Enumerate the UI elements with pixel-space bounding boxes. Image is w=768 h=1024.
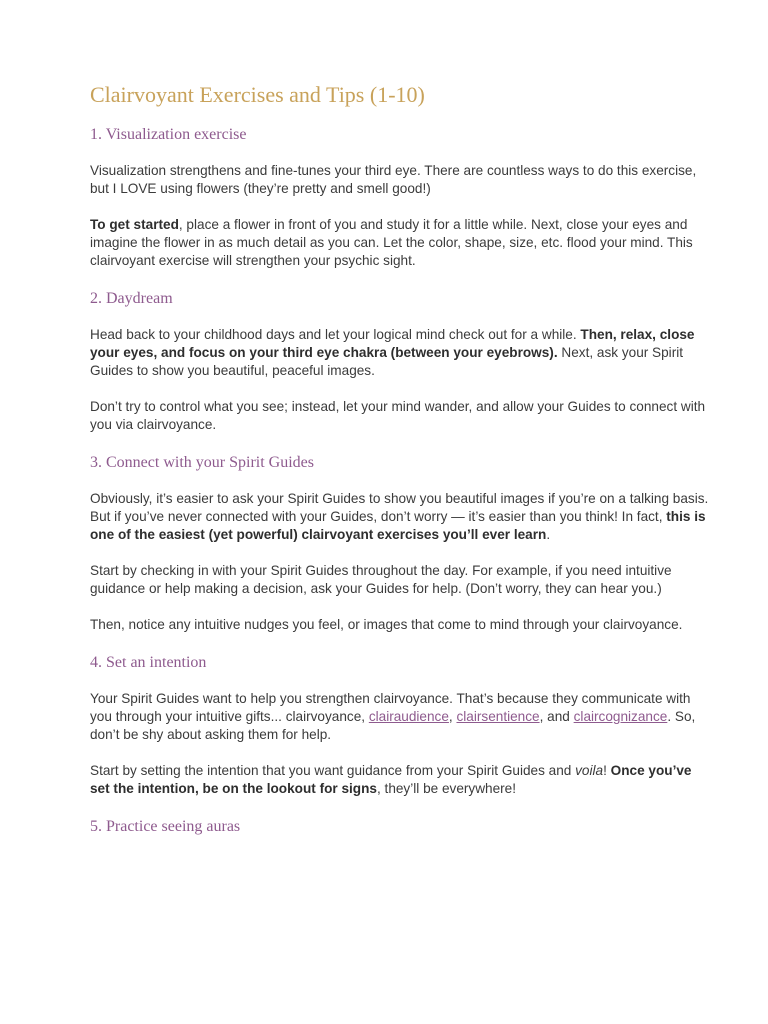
claircognizance-link[interactable]: claircognizance: [573, 709, 668, 724]
section-3-text-start: Obviously, it’s easier to ask your Spirit Guides to show you beautiful images if you’re on a talking basis. But if you’ve never connected with your Guides, don’t worry — it’s easier than you think! In fact,: [90, 491, 709, 524]
section-heading-visualization: 1. Visualization exercise: [90, 126, 247, 143]
section-2-text-end: Next, ask your Spirit Guides to show you beautiful, peaceful images.: [90, 345, 684, 378]
section-4-text-end: . So, don’t be shy about asking them for help.: [90, 709, 696, 742]
section-2-bold-text: Then, relax, close your eyes, and focus on your third eye chakra (between your eyebrows).: [90, 327, 695, 360]
section-4-p2-start: Start by setting the intention that you want guidance from your Spirit Guides and: [90, 763, 576, 778]
section-4-p2-mid: !: [603, 763, 611, 778]
section-3-paragraph-3: Then, notice any intuitive nudges you feel, or images that come to mind through your clairvoyance.: [90, 617, 683, 632]
section-4-separator-2: , and: [539, 709, 574, 724]
section-3-paragraph-2: Start by checking in with your Spirit Guides throughout the day. For example, if you need intuitive guidance or help making a decision, ask your Guides for help. (Don’t worry, they can hear you.): [90, 563, 672, 596]
section-heading-daydream: 2. Daydream: [90, 290, 173, 307]
section-1-paragraph-2: [90, 216, 710, 270]
section-4-bold-text: Once you’ve set the intention, be on the lookout for signs: [90, 763, 692, 796]
section-3-bold-text: this is one of the easiest (yet powerful) clairvoyant exercises you’ll ever learn: [90, 509, 706, 542]
section-4-separator-1: ,: [448, 709, 457, 724]
section-4-text-start: Your Spirit Guides want to help you strengthen clairvoyance. That’s because they communicate with you through your intuitive gifts... clairvoyance,: [90, 691, 691, 724]
section-heading-intention: 4. Set an intention: [90, 654, 207, 671]
clairsentience-link[interactable]: clairsentience: [456, 709, 540, 724]
section-4-paragraph-1: [90, 690, 710, 744]
clairaudience-link[interactable]: clairaudience: [368, 709, 449, 724]
section-heading-auras: 5. Practice seeing auras: [90, 818, 241, 835]
document-title: Clairvoyant Exercises and Tips (1-10): [90, 82, 425, 107]
section-1-paragraph-2-text: , place a flower in front of you and study it for a little while. Next, close your eyes and imagine the flower in as much detail as you can. Let the color, shape, size, etc. flood your mind. This clairvoyant exercise will strengthen your psychic sight.: [90, 217, 693, 268]
section-1-bold-text: To get started: [90, 217, 179, 232]
section-2-paragraph-1: [90, 326, 710, 380]
section-4-p2-end: , they’ll be everywhere!: [376, 781, 517, 796]
section-3-text-end: .: [546, 527, 551, 542]
section-2-paragraph-2: Don’t try to control what you see; instead, let your mind wander, and allow your Guides to connect with you via clairvoyance.: [90, 399, 706, 432]
section-3-paragraph-1: [90, 490, 710, 544]
section-4-italic-text: voila: [575, 763, 604, 778]
section-1-paragraph-1: Visualization strengthens and fine-tunes your third eye. There are countless ways to do this exercise, but I LOVE using flowers (they’re pretty and smell good!): [90, 163, 697, 196]
section-4-paragraph-2: [90, 762, 710, 798]
section-2-text-start: Head back to your childhood days and let your logical mind check out for a while.: [90, 327, 581, 342]
section-heading-spirit-guides: 3. Connect with your Spirit Guides: [90, 454, 314, 471]
